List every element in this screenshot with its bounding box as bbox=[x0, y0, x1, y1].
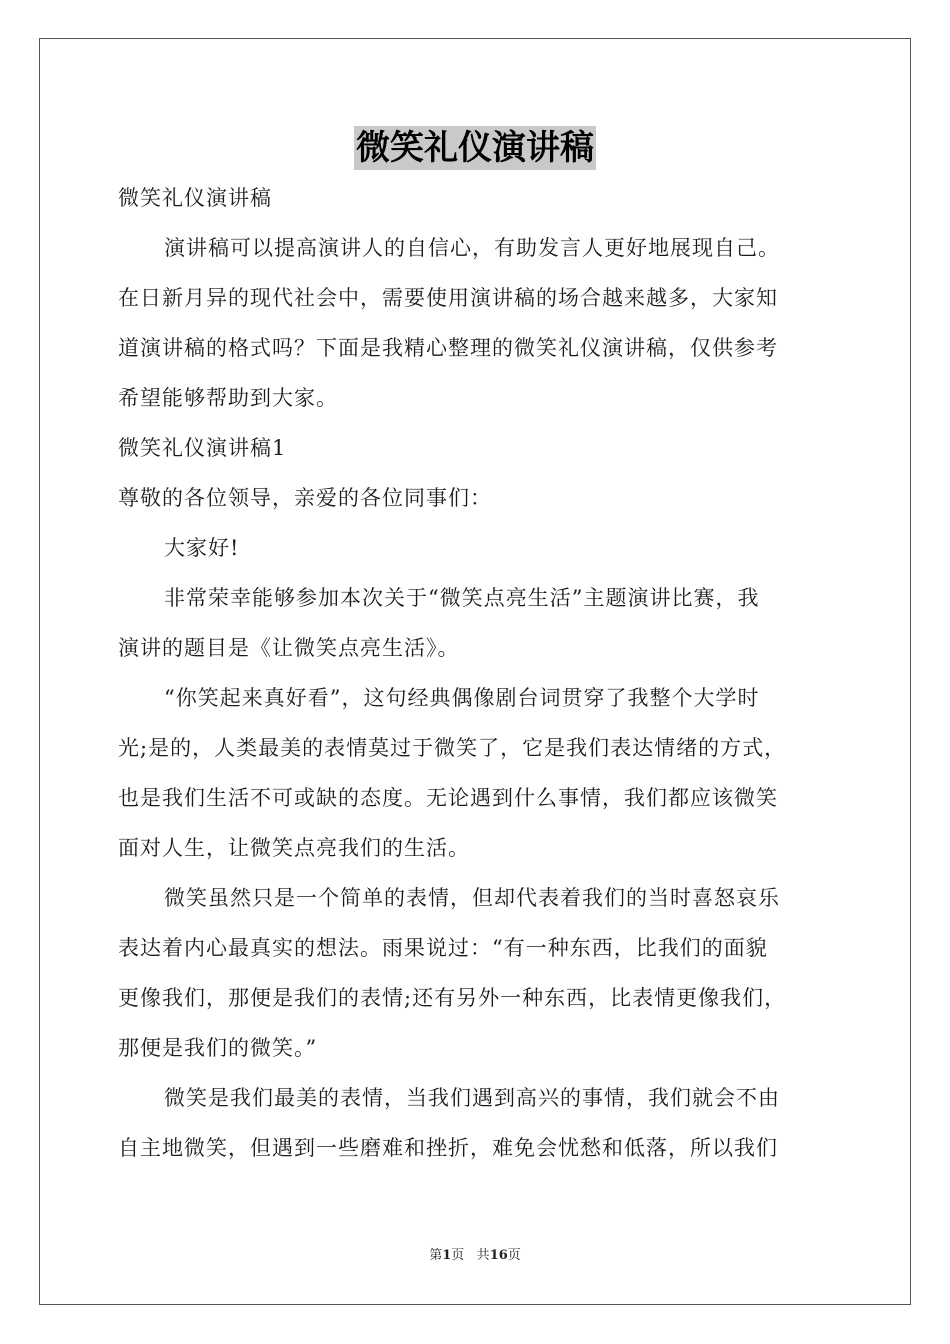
text-line: 也是我们生活不可或缺的态度。无论遇到什么事情，我们都应该微笑 bbox=[118, 786, 778, 810]
total-pages: 16 bbox=[489, 1248, 508, 1263]
text-line: 希望能够帮助到大家。 bbox=[118, 386, 338, 410]
subtitle-line: 微笑礼仪演讲稿 bbox=[118, 186, 272, 210]
total-suffix: 页 bbox=[507, 1248, 521, 1263]
text-line: 自主地微笑，但遇到一些磨难和挫折，难免会忧愁和低落，所以我们 bbox=[118, 1136, 778, 1160]
greeting-line: 大家好! bbox=[164, 536, 240, 560]
text-line: 演讲的题目是《让微笑点亮生活》。 bbox=[118, 636, 460, 660]
page-footer bbox=[0, 1247, 950, 1265]
section-heading: 微笑礼仪演讲稿1 bbox=[118, 436, 287, 460]
title-container bbox=[0, 126, 950, 170]
document-title: 微笑礼仪演讲稿 bbox=[356, 128, 594, 168]
text-line: 非常荣幸能够参加本次关于“微笑点亮生活”主题演讲比赛，我 bbox=[164, 586, 760, 610]
salutation-line: 尊敬的各位领导，亲爱的各位同事们： bbox=[118, 486, 492, 510]
text-line: 微笑虽然只是一个简单的表情，但却代表着我们的当时喜怒哀乐 bbox=[164, 886, 780, 910]
text-line: 在日新月异的现代社会中，需要使用演讲稿的场合越来越多，大家知 bbox=[118, 286, 778, 310]
text-line: 更像我们，那便是我们的表情;还有另外一种东西，比表情更像我们， bbox=[118, 986, 787, 1010]
text-line: 微笑是我们最美的表情，当我们遇到高兴的事情，我们就会不由 bbox=[164, 1086, 780, 1110]
text-line: 那便是我们的微笑。” bbox=[118, 1036, 318, 1060]
text-line: 表达着内心最真实的想法。雨果说过：“有一种东西，比我们的面貌 bbox=[118, 936, 768, 960]
text-line: 演讲稿可以提高演讲人的自信心，有助发言人更好地展现自己。 bbox=[164, 236, 780, 260]
text-line: 光;是的，人类最美的表情莫过于微笑了，它是我们表达情绪的方式， bbox=[118, 736, 787, 760]
page-prefix: 第 bbox=[429, 1248, 443, 1263]
text-line: 面对人生，让微笑点亮我们的生活。 bbox=[118, 836, 470, 860]
text-line: “你笑起来真好看”，这句经典偶像剧台词贯穿了我整个大学时 bbox=[164, 686, 760, 710]
text-line: 道演讲稿的格式吗？下面是我精心整理的微笑礼仪演讲稿，仅供参考 bbox=[118, 336, 778, 360]
page-number: 1 bbox=[442, 1248, 452, 1263]
total-prefix: 共 bbox=[476, 1248, 490, 1263]
page-border bbox=[39, 38, 911, 1305]
page-suffix: 页 bbox=[451, 1248, 465, 1263]
